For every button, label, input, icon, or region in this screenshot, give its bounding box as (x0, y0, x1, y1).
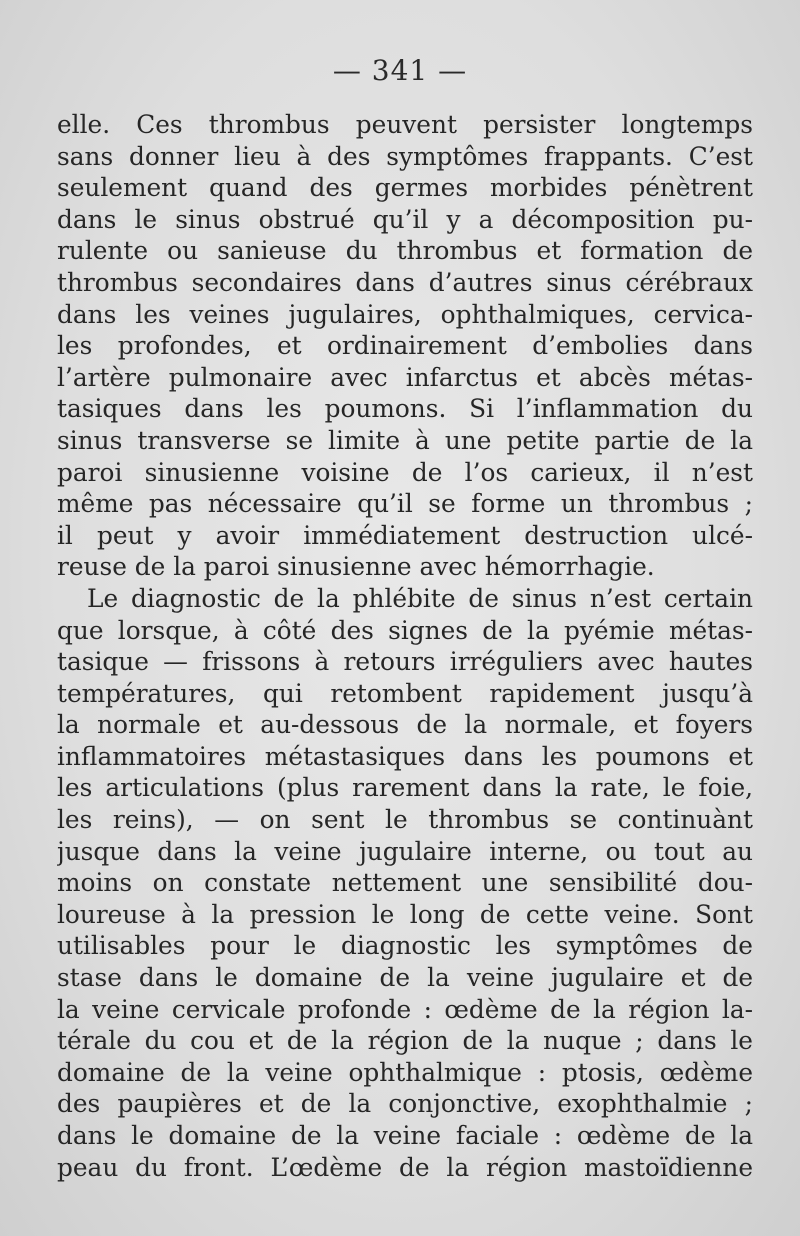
text-line: tasiques dans les poumons. Si l’inflammation du (57, 394, 753, 424)
text-line: domaine de la veine ophthalmique : ptosis, œdème (57, 1057, 753, 1087)
text-line: les articulations (plus rarement dans la rate, le foie, (57, 773, 753, 803)
text-line: stase dans le domaine de la veine jugulaire et de (57, 963, 753, 993)
text-line: tasique — frissons à retours irréguliers avec hautes (57, 647, 753, 677)
text-line: il peut y avoir immédiatement destruction ulcé- (57, 520, 753, 550)
text-line: thrombus secondaires dans d’autres sinus cérébraux (57, 267, 753, 297)
text-line: peau du front. L’œdème de la région mastoïdienne (57, 1152, 753, 1182)
text-line: seulement quand des germes morbides pénètrent (57, 173, 753, 203)
text-line: dans le sinus obstrué qu’il y a décomposition pu- (57, 204, 753, 234)
text-line: loureuse à la pression le long de cette veine. Sont (57, 899, 753, 929)
text-line: utilisables pour le diagnostic les symptômes de (57, 931, 753, 961)
text-line: sinus transverse se limite à une petite partie de la (57, 425, 753, 455)
text-line: dans les veines jugulaires, ophthalmiques, cervica- (57, 299, 753, 329)
text-line: les reins), — on sent le thrombus se continuànt (57, 805, 753, 835)
text-line: inflammatoires métastasiques dans les poumons et (57, 741, 753, 771)
page-number: — 341 — (332, 54, 468, 87)
text-line: jusque dans la veine jugulaire interne, ou tout au (57, 836, 753, 866)
body-text (57, 109, 753, 1183)
text-line: les profondes, et ordinairement d’embolies dans (57, 331, 753, 361)
text-line: la veine cervicale profonde : œdème de la région la- (57, 994, 753, 1024)
text-line: paroi sinusienne voisine de l’os carieux, il n’est (57, 457, 753, 487)
text-line: reuse de la paroi sinusienne avec hémorrhagie. (57, 552, 655, 582)
text-line: dans le domaine de la veine faciale : œdème de la (57, 1121, 753, 1150)
text-line: sans donner lieu à des symptômes frappants. C’est (57, 141, 753, 171)
text-line: elle. Ces thrombus peuvent persister longtemps (57, 110, 753, 139)
paragraph-first-line: Le diagnostic de la phlébite de sinus n’est certain (87, 583, 753, 613)
text-line: térale du cou et de la région de la nuque ; dans le (57, 1026, 753, 1056)
text-line: moins on constate nettement une sensibilité dou- (57, 868, 753, 898)
text-line: la normale et au-dessous de la normale, et foyers (57, 710, 753, 740)
text-line: rulente ou sanieuse du thrombus et formation de (57, 236, 753, 266)
text-line: même pas nécessaire qu’il se forme un thrombus ; (57, 489, 753, 519)
text-line: l’artère pulmonaire avec infarctus et abcès métas- (57, 362, 753, 392)
text-line: que lorsque, à côté des signes de la pyémie métas- (57, 615, 753, 645)
text-line: des paupières et de la conjonctive, exophthalmie ; (57, 1089, 753, 1119)
text-line: températures, qui retombent rapidement jusqu’à (57, 678, 753, 708)
